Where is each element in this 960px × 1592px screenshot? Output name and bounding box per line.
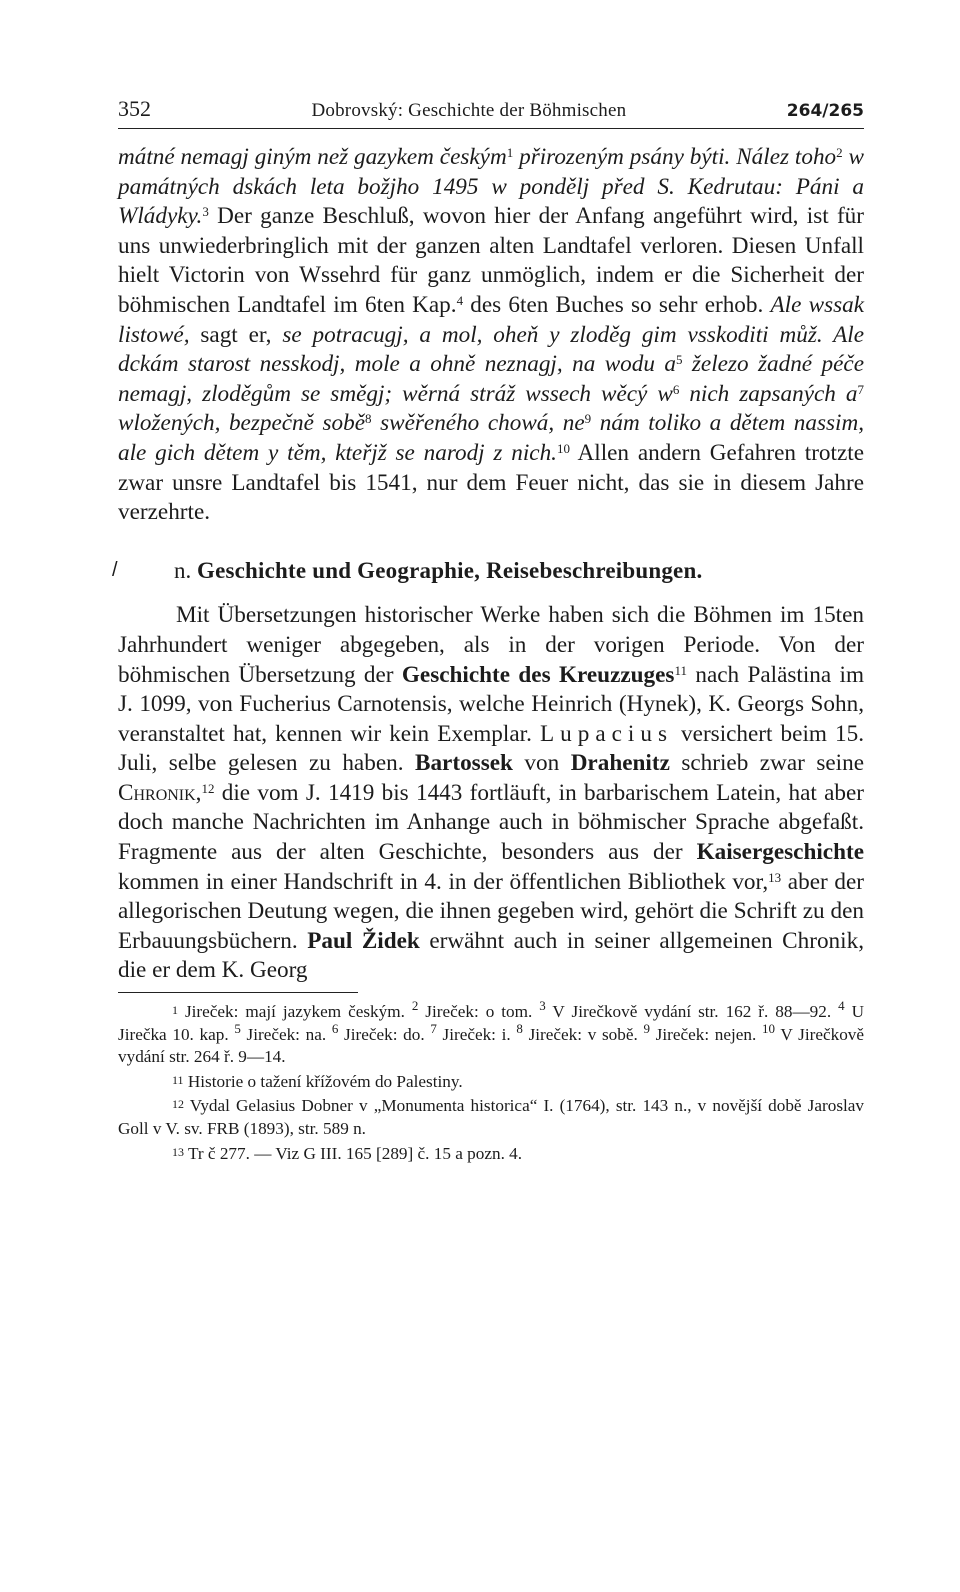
quote-text: přirozeným psány býti. Nález toho [513,144,837,170]
footnote-number: 13 [172,1144,184,1159]
body-span: kommen in einer Handschrift in 4. in der öffentlichen Bibliothek vor, [118,868,769,895]
book-page [112,96,865,1165]
footnote-ref: 6 [672,381,680,397]
paragraph-landtafel [118,143,864,528]
footnote-text: V Jirečkově vydání str. 264 ř. 9—14. [118,1024,865,1067]
quote-text: se potracugj, a mol, oheň y zloděg gim vsskoditi můž. Ale dckám starost nesskodj, mole a ohně neznagj, na wodu a [118,321,865,378]
body-span: nach Palästina im J. 1099, von Fucherius Carnotensis, welche Heinrich (Hynek), K. Georgs Sohn, veranstaltet hat, kennen wir kein Exemplar. [118,661,864,747]
running-head [118,96,864,122]
footnote-ref: 4 [456,292,464,308]
footnote-number: 7 [430,1020,437,1036]
footnote-rule [118,992,358,993]
small-caps-text: Chronik, [118,779,202,806]
header-rule [118,128,864,129]
footnote-number: 12 [172,1097,184,1112]
quote-text: železo žadné péče nemagj, zloděgům se směgj; wěrná stráž wssech wěcý w [118,351,864,407]
footnote-ref: 1 [506,145,514,160]
footnote-ref: 3 [202,204,209,220]
section-heading-text [174,556,702,586]
paragraph-history [118,601,864,986]
footnote-ref: 12 [201,780,215,796]
footnote-number: 9 [643,1020,650,1036]
footnote-text: Jireček: o tom. [418,1002,540,1022]
footnote-text: V Jirečkově vydání str. 162 ř. 88—92. [545,1002,839,1022]
footnote-text: Jireček: do. [338,1024,431,1044]
footnote-number: 6 [331,1020,339,1036]
emphasis-text: Paul Židek [307,927,420,954]
footnote-ref: 7 [857,381,864,397]
footnote-text: Historie o tažení křížovém do Palestiny. [183,1071,463,1091]
footnote-ref: 10 [556,440,570,456]
section-letter: n. [174,557,192,583]
quote-text: swěřeného chowá, ne [371,410,585,437]
emphasis-text: Kaisergeschichte [696,839,864,866]
footnote-number: 3 [539,998,546,1014]
footnote-ref: 2 [836,145,843,160]
footnote-ref: 8 [365,411,372,427]
footnote-number: 4 [838,998,845,1014]
body-span: erwähnt auch in seiner allgemeinen Chronik, die er dem K. Georg [118,927,864,984]
quote-text: nám toliko a dětem nassim, ale gich dětem y těm, kteřjž se narodj z nich. [118,410,864,466]
footnote-ref: 11 [674,662,687,678]
emphasis-text: Drahenitz [570,750,670,777]
section-title: Geschichte und Geographie, Reisebeschreibungen. [197,557,703,583]
body-span: Der ganze Beschluß, wovon hier der Anfang angeführt wird, ist für uns unwiederbringlich mit der ganzen alten Landtafel verloren. Diesen Unfall hielt Victorin von Wssehrd für ganz unmöglich, indem er die Sicherheit der böhmischen Landtafel im 6ten Kap. [118,203,864,318]
emphasis-text: Bartossek [415,750,513,777]
running-title: Dobrovský: Geschichte der Böhmischen [311,100,627,121]
footnote-number: 11 [172,1072,184,1087]
footnote-number: 10 [762,1020,775,1036]
footnote-11 [118,1069,864,1094]
body-span: die vom J. 1419 bis 1443 fortläuft, in barbarischem Latein, hat aber doch manche Nachrichten im Anhange auch in böhmischer Sprache abgefaßt. Fragmente aus der alten Geschichte, besonders aus der [118,779,864,866]
quote-text: mátné nemagj giným než gazykem českým [118,144,507,170]
body-span: versichert beim 15. Juli, selbe gelesen zu haben. [118,720,864,777]
footnote-text: Vydal Gelasius Dobner v „Monumenta historica“ I. (1764), str. 143 n., v novější době Jaroslav Goll v V. sv. FRB (1893), str. 589 n. [118,1096,864,1138]
quote-text: Ale wssak listowé, [118,291,865,348]
footnote-text: Jireček: mají jazykem českým. [178,1002,412,1022]
quote-text: wložených, bezpečně sobě [118,410,366,437]
quote-text: w památných dskách leta božjho 1495 w pondělj před S. Kedrutau: Páni a Wládyky. [118,144,864,230]
footnote-ref: 13 [768,869,782,885]
footnote-number: 8 [516,1020,523,1036]
original-page-range: 264/265 [786,101,864,121]
footnote-text: Jireček: na. [240,1024,332,1044]
body-span: sagt er, [189,321,283,348]
quote-text: nich zapsaných a [679,380,858,407]
footnote-number: 2 [411,998,419,1014]
footnote-text: Tr č 277. — Viz G III. 165 [289] č. 15 a pozn. 4. [184,1143,523,1163]
footnote-ref: 5 [675,352,683,368]
emphasis-text: Geschichte des Kreuzzuges [401,661,675,688]
footnote-ref: 9 [584,411,592,427]
body-span: Allen andern Gefahren trotzte zwar unsre Landtafel bis 1541, nur dem Feuer nicht, das sie in diesem Jahre verzehrte. [118,439,864,526]
body-span: des 6ten Buches so sehr erhob. [463,291,771,318]
body-span: schrieb zwar seine [669,750,864,777]
footnote-number: 5 [234,1020,241,1036]
footnote-12 [118,1093,864,1140]
footnote-text: Jireček: nejen. [649,1024,762,1044]
spaced-name: Lupacius [539,720,673,747]
footnote-13 [118,1141,864,1166]
section-heading [112,556,864,586]
margin-mark: / [112,558,118,581]
page-number: 352 [118,96,151,121]
body-span: aber der allegorischen Deutung wegen, die ihnen gegeben wird, gehört die Schrift zu den Erbauungsbüchern. [118,868,864,954]
footnote-text: Jireček: i. [436,1024,517,1044]
footnote-number: 1 [172,1003,178,1018]
footnote-text: U Jirečka 10. kap. [118,1002,865,1044]
body-span: Mit Übersetzungen historischer Werke haben sich die Böhmen im 15ten Jahrhundert weniger abgegeben, als in der vorigen Periode. Von der böhmischen Übersetzung der [118,602,864,688]
footnote-text: Jireček: v sobě. [522,1024,644,1044]
body-span: von [512,750,571,777]
body-text [112,143,865,986]
footnotes [118,999,864,1165]
footnote-block [118,999,864,1069]
